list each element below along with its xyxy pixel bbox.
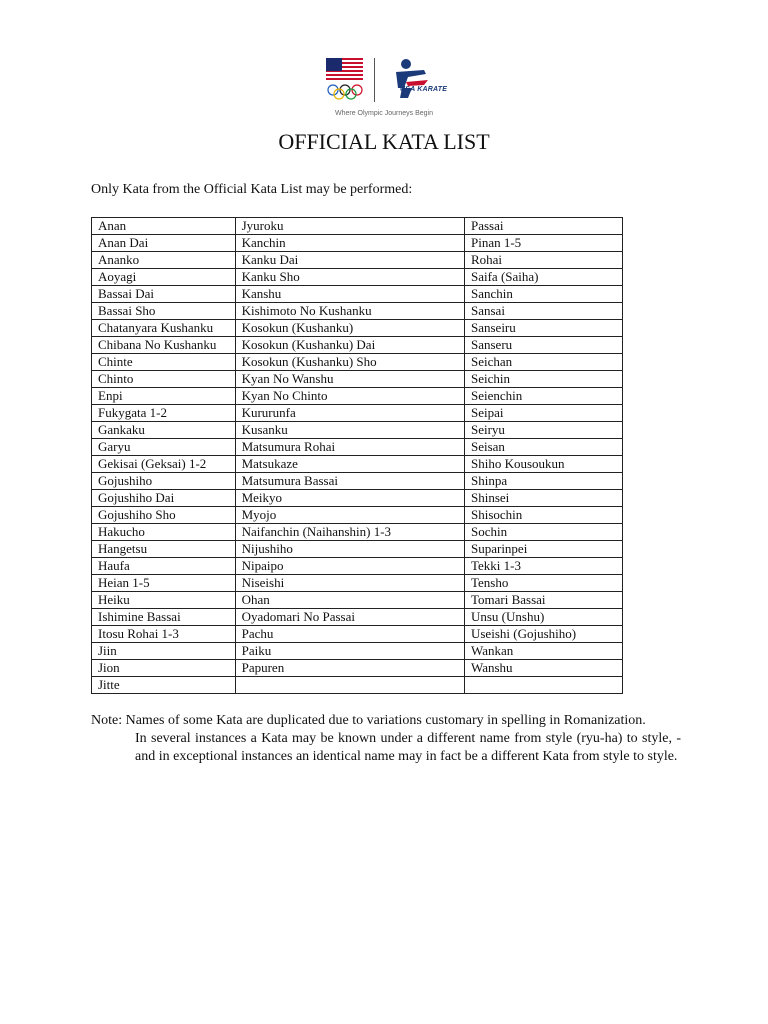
table-row (92, 507, 623, 524)
kata-cell: Saifa (Saiha) (464, 269, 622, 286)
kata-cell: Sochin (464, 524, 622, 541)
table-row (92, 677, 623, 694)
kata-cell: Gojushiho Dai (92, 490, 236, 507)
note-continuation: In several instances a Kata may be known under a different name from style (ryu-ha) to style, - and in exceptional instances an identical name may in fact be a different Kata from style to style. (135, 731, 681, 764)
table-row (92, 558, 623, 575)
table-row (92, 490, 623, 507)
kata-cell: Myojo (235, 507, 464, 524)
kata-cell: Seisan (464, 439, 622, 456)
kata-cell: Fukygata 1-2 (92, 405, 236, 422)
kata-table-body (92, 218, 623, 694)
kata-cell: Kururunfa (235, 405, 464, 422)
intro-text: Only Kata from the Official Kata List may be performed: (91, 182, 413, 197)
kata-cell: Kanku Dai (235, 252, 464, 269)
kata-cell: Unsu (Unshu) (464, 609, 622, 626)
table-row (92, 592, 623, 609)
kata-cell: Kanku Sho (235, 269, 464, 286)
kata-cell: Kyan No Wanshu (235, 371, 464, 388)
kata-cell: Tekki 1-3 (464, 558, 622, 575)
kata-cell: Shinpa (464, 473, 622, 490)
table-row (92, 286, 623, 303)
kata-cell: Tomari Bassai (464, 592, 622, 609)
table-row (92, 252, 623, 269)
kata-cell: Pachu (235, 626, 464, 643)
kata-cell: Aoyagi (92, 269, 236, 286)
table-row (92, 541, 623, 558)
note-first-line: Note: Names of some Kata are duplicated due to variations customary in spelling in Romanization. (91, 713, 646, 728)
table-row (92, 303, 623, 320)
kata-cell: Kosokun (Kushanku) (235, 320, 464, 337)
kata-cell: Seichin (464, 371, 622, 388)
kata-cell: Wankan (464, 643, 622, 660)
kata-cell: Haufa (92, 558, 236, 575)
kata-cell: Seichan (464, 354, 622, 371)
kata-cell: Enpi (92, 388, 236, 405)
olympic-rings-icon (326, 84, 364, 100)
kata-cell: Bassai Dai (92, 286, 236, 303)
usa-karate-logo-text: USA KARATE (400, 86, 448, 93)
kata-cell: Pinan 1-5 (464, 235, 622, 252)
karate-figure-icon (384, 58, 448, 102)
table-row (92, 575, 623, 592)
kata-cell: Matsumura Bassai (235, 473, 464, 490)
table-row (92, 643, 623, 660)
kata-cell: Meikyo (235, 490, 464, 507)
kata-cell: Ananko (92, 252, 236, 269)
kata-cell: Jion (92, 660, 236, 677)
logo-divider (374, 58, 375, 102)
letterhead (0, 52, 768, 122)
kata-cell: Useishi (Gojushiho) (464, 626, 622, 643)
kata-cell: Anan (92, 218, 236, 235)
kata-cell: Papuren (235, 660, 464, 677)
kata-cell: Shisochin (464, 507, 622, 524)
kata-cell: Jiin (92, 643, 236, 660)
kata-cell: Heiku (92, 592, 236, 609)
kata-cell: Chibana No Kushanku (92, 337, 236, 354)
kata-cell: Kosokun (Kushanku) Sho (235, 354, 464, 371)
tagline: Where Olympic Journeys Begin (334, 110, 434, 117)
kata-cell: Kanshu (235, 286, 464, 303)
table-row (92, 405, 623, 422)
kata-cell: Hakucho (92, 524, 236, 541)
kata-cell: Shiho Kousoukun (464, 456, 622, 473)
table-row (92, 609, 623, 626)
kata-cell: Bassai Sho (92, 303, 236, 320)
table-row (92, 660, 623, 677)
kata-cell: Gojushiho (92, 473, 236, 490)
table-row (92, 218, 623, 235)
kata-cell: Gankaku (92, 422, 236, 439)
kata-cell: Hangetsu (92, 541, 236, 558)
kata-cell: Anan Dai (92, 235, 236, 252)
kata-cell (235, 677, 464, 694)
kata-cell: Nijushiho (235, 541, 464, 558)
table-row (92, 388, 623, 405)
kata-cell: Kanchin (235, 235, 464, 252)
kata-cell: Sanseiru (464, 320, 622, 337)
kata-cell: Suparinpei (464, 541, 622, 558)
kata-cell: Passai (464, 218, 622, 235)
kata-cell: Chinte (92, 354, 236, 371)
kata-cell: Garyu (92, 439, 236, 456)
us-flag-icon (326, 58, 363, 82)
kata-cell: Ishimine Bassai (92, 609, 236, 626)
table-row (92, 354, 623, 371)
kata-cell: Gojushiho Sho (92, 507, 236, 524)
table-row (92, 269, 623, 286)
flag-canton (326, 58, 342, 71)
kata-cell: Paiku (235, 643, 464, 660)
kata-cell: Kyan No Chinto (235, 388, 464, 405)
kata-cell: Kosokun (Kushanku) Dai (235, 337, 464, 354)
kata-cell: Rohai (464, 252, 622, 269)
kata-cell: Niseishi (235, 575, 464, 592)
table-row (92, 439, 623, 456)
kata-cell: Matsumura Rohai (235, 439, 464, 456)
kata-cell: Matsukaze (235, 456, 464, 473)
kata-cell: Itosu Rohai 1-3 (92, 626, 236, 643)
kata-cell: Chinto (92, 371, 236, 388)
kata-cell: Heian 1-5 (92, 575, 236, 592)
table-row (92, 473, 623, 490)
kata-cell: Seiryu (464, 422, 622, 439)
kata-cell: Tensho (464, 575, 622, 592)
document-title: OFFICIAL KATA LIST (278, 129, 490, 154)
kata-cell: Nipaipo (235, 558, 464, 575)
kata-cell: Seipai (464, 405, 622, 422)
kata-cell: Jitte (92, 677, 236, 694)
table-row (92, 524, 623, 541)
kata-cell: Sanchin (464, 286, 622, 303)
kata-list-table (91, 217, 623, 694)
us-olympic-logo (326, 58, 366, 102)
table-row (92, 422, 623, 439)
table-row (92, 337, 623, 354)
kata-cell: Ohan (235, 592, 464, 609)
kata-cell: Oyadomari No Passai (235, 609, 464, 626)
kata-cell (464, 677, 622, 694)
kata-cell: Sanseru (464, 337, 622, 354)
kata-cell: Kishimoto No Kushanku (235, 303, 464, 320)
kata-cell: Gekisai (Geksai) 1-2 (92, 456, 236, 473)
table-row (92, 235, 623, 252)
kata-cell: Jyuroku (235, 218, 464, 235)
table-row (92, 626, 623, 643)
kata-cell: Wanshu (464, 660, 622, 677)
table-row (92, 456, 623, 473)
kata-cell: Naifanchin (Naihanshin) 1-3 (235, 524, 464, 541)
kata-cell: Kusanku (235, 422, 464, 439)
table-row (92, 371, 623, 388)
kata-cell: Seienchin (464, 388, 622, 405)
kata-cell: Chatanyara Kushanku (92, 320, 236, 337)
table-row (92, 320, 623, 337)
kata-cell: Shinsei (464, 490, 622, 507)
kata-cell: Sansai (464, 303, 622, 320)
note-paragraph (91, 712, 681, 766)
